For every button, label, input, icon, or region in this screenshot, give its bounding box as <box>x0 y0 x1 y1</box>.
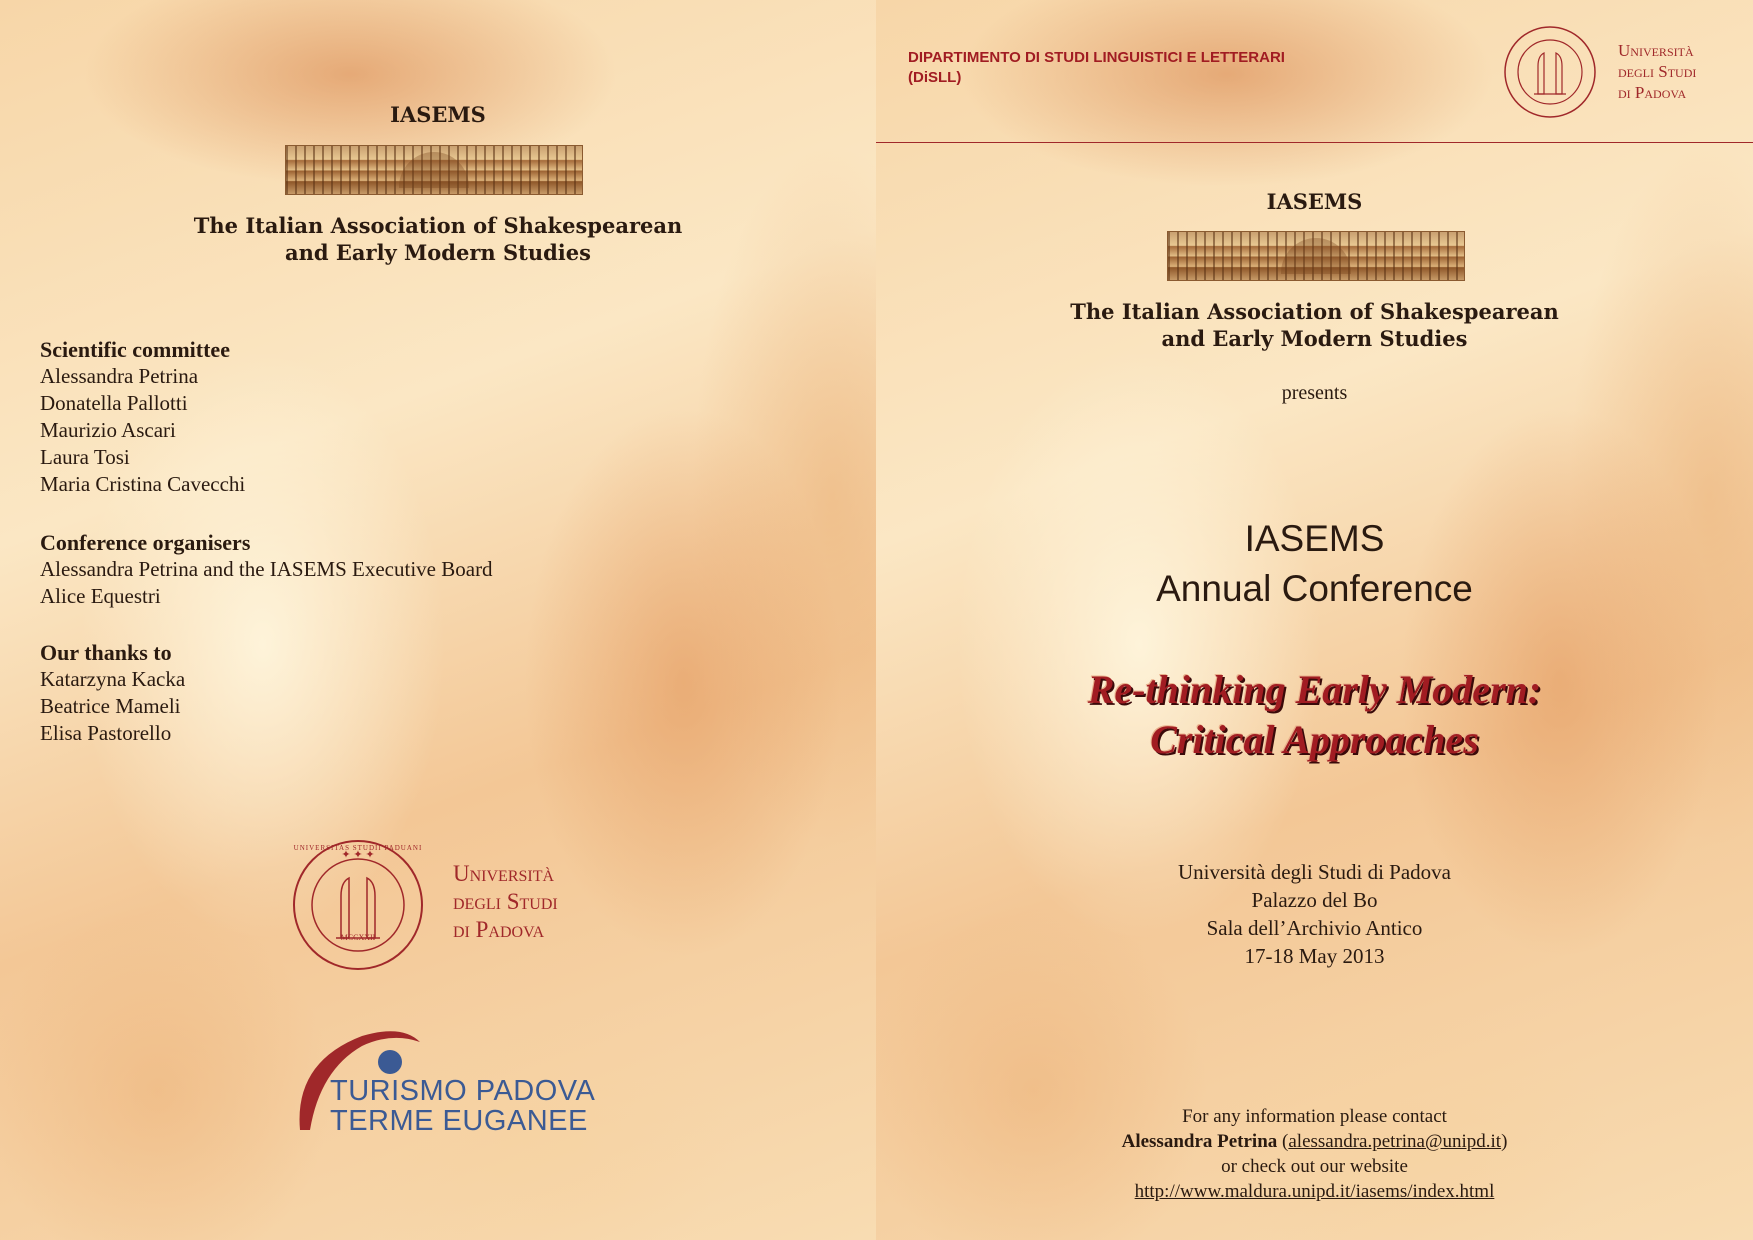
university-line1: Università <box>1618 41 1694 60</box>
sponsor-line2: TERME EUGANEE <box>330 1105 588 1137</box>
conference-date: 17-18 May 2013 <box>1244 944 1385 968</box>
seal-ring-text: UNIVERSITAS STUDII PADUANI <box>293 844 423 852</box>
contact-email-link[interactable]: alessandra.petrina@unipd.it <box>1288 1131 1502 1152</box>
assoc-acronym: IASEMS <box>1266 189 1363 214</box>
university-line3: di Padova <box>453 917 545 942</box>
assoc-name-line1: The Italian Association of Shakespearean <box>1070 299 1559 324</box>
department-header <box>908 48 1285 88</box>
assoc-acronym: IASEMS <box>390 102 486 127</box>
conference-theme-line2: Critical Approaches <box>1150 717 1479 762</box>
department-line2: (DiSLL) <box>908 69 962 86</box>
contact-intro: For any information please contact <box>1182 1106 1447 1127</box>
venue-block <box>876 858 1753 970</box>
presents-label: presents <box>1281 382 1348 404</box>
website-link[interactable]: http://www.maldura.unipd.it/iasems/index.html <box>1134 1181 1495 1202</box>
organiser: Alice Equestri <box>40 584 161 608</box>
thanks-person: Elisa Pastorello <box>40 721 172 745</box>
assoc-name-line2: and Early Modern Studies <box>285 240 591 265</box>
contact-name: Alessandra Petrina <box>1121 1131 1278 1152</box>
assoc-name <box>876 298 1753 352</box>
university-line3: di Padova <box>1618 83 1687 102</box>
conference-title-line2: Annual Conference <box>1156 568 1473 609</box>
university-name-header <box>1618 40 1696 103</box>
front-panel <box>876 0 1753 1240</box>
department-line1: DIPARTIMENTO DI STUDI LINGUISTICI E LETTERARI <box>908 49 1285 66</box>
assoc-name <box>0 212 876 266</box>
university-line2: degli Studi <box>1618 62 1697 81</box>
committee-member: Maria Cristina Cavecchi <box>40 472 246 496</box>
committee-member: Donatella Pallotti <box>40 391 188 415</box>
venue-line: Università degli Studi di Padova <box>1178 860 1451 884</box>
conference-title-line1: IASEMS <box>1244 518 1385 559</box>
committee-heading: Scientific committee <box>40 337 230 362</box>
committee-member: Laura Tosi <box>40 445 130 469</box>
conference-title <box>876 514 1753 614</box>
university-line1: Università <box>453 861 555 886</box>
thanks-heading: Our thanks to <box>40 640 172 665</box>
contact-block <box>876 1104 1753 1204</box>
thanks-section <box>40 639 185 747</box>
venue-line: Palazzo del Bo <box>1251 888 1378 912</box>
university-seal-small-icon <box>1502 24 1598 120</box>
committee-member: Alessandra Petrina <box>40 364 199 388</box>
venue-line: Sala dell’Archivio Antico <box>1206 916 1423 940</box>
organiser: Alessandra Petrina and the IASEMS Executive Board <box>40 557 493 581</box>
thanks-person: Beatrice Mameli <box>40 694 181 718</box>
committee-member: Maurizio Ascari <box>40 418 176 442</box>
svg-text:✦ ✦ ✦: ✦ ✦ ✦ <box>341 849 375 861</box>
seal-year: MCCXXII <box>340 933 376 942</box>
thanks-person: Katarzyna Kacka <box>40 667 186 691</box>
back-panel <box>0 0 876 1240</box>
anatomical-theatre-image <box>285 145 583 195</box>
conference-theme-line1: Re-thinking Early Modern: <box>1087 667 1542 712</box>
header-rule <box>876 142 1753 143</box>
scientific-committee <box>40 336 245 498</box>
university-line2: degli Studi <box>453 889 558 914</box>
assoc-name-line2: and Early Modern Studies <box>1161 326 1468 351</box>
anatomical-theatre-image <box>1167 231 1465 281</box>
website-intro: or check out our website <box>1221 1156 1408 1177</box>
contact-line: Alessandra Petrina (alessandra.petrina@unipd.it) <box>1121 1131 1508 1152</box>
conference-theme <box>876 665 1753 765</box>
university-name <box>453 860 558 944</box>
assoc-name-line1: The Italian Association of Shakespearean <box>193 213 683 238</box>
sponsor-logo <box>330 1076 595 1136</box>
conference-organisers <box>40 529 493 610</box>
organisers-heading: Conference organisers <box>40 530 251 555</box>
sponsor-line1: TURISMO PADOVA <box>330 1075 596 1107</box>
